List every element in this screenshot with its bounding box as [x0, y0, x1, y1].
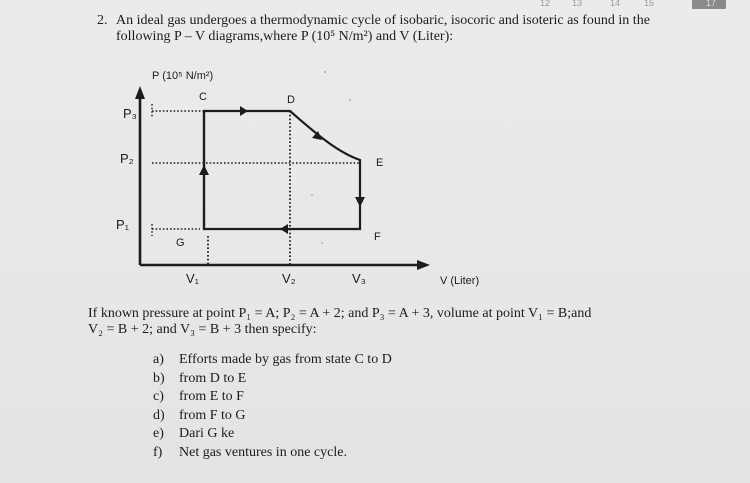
arrow-e-to-f-icon: [355, 197, 365, 207]
given-text-line1: If known pressure at point P₁ = A; P₂ = A + 2; and P₃ = A + 3, volume at point V₁ = B;and: [88, 306, 592, 321]
point-g-label: G: [176, 237, 185, 249]
item-text: Efforts made by gas from state C to D: [179, 352, 392, 367]
point-f-label: F: [374, 231, 381, 243]
p-axis-arrow-icon: [135, 86, 145, 99]
item-letter: d): [153, 407, 165, 423]
p3-label: P₃: [123, 106, 137, 121]
v-axis-label: V (Liter): [440, 275, 480, 287]
p1-label: P₁: [116, 217, 130, 232]
ruler-number: 15: [644, 0, 655, 8]
stray-mark: [311, 194, 312, 195]
list-item: [153, 388, 392, 407]
v3-label: V₃: [352, 271, 366, 286]
point-c-label: C: [199, 91, 207, 103]
question-number: 2.: [97, 13, 108, 28]
item-letter: c): [153, 389, 164, 405]
arrow-c-to-d-icon: [240, 106, 248, 116]
ruler-number: 14: [610, 0, 621, 8]
v-axis-arrow-icon: [417, 260, 430, 270]
stray-mark: [324, 71, 326, 73]
item-letter: a): [153, 352, 164, 367]
question-text-line1: An ideal gas undergoes a thermodynamic cycle of isobaric, isocoric and isoteric as found in the: [116, 13, 650, 28]
cycle-path: [204, 111, 360, 229]
item-letter: b): [153, 370, 165, 386]
point-d-label: D: [287, 94, 295, 106]
ruler-number: 12: [540, 0, 551, 8]
stray-mark: [349, 99, 351, 101]
list-item: [153, 351, 392, 370]
arrow-g-to-c-icon: [199, 165, 209, 175]
question-text-line2: following P – V diagrams,where P (10⁵ N/m²) and V (Liter):: [116, 29, 454, 44]
p2-label: P₂: [120, 151, 134, 166]
point-e-label: E: [376, 157, 384, 169]
arrow-f-to-g-icon: [280, 224, 288, 234]
p-axis-label: P (10⁵ N/m²): [152, 70, 214, 82]
item-text: from F to G: [179, 407, 246, 423]
list-item: [153, 444, 392, 463]
v1-label: V₁: [186, 271, 200, 286]
sub-question-list: [153, 351, 392, 463]
given-text-line2: V₂ = B + 2; and V₃ = B + 3 then specify:: [88, 322, 317, 337]
stray-mark: [321, 242, 322, 243]
list-item: [153, 407, 392, 426]
list-item: [153, 370, 392, 389]
item-text: from D to E: [179, 370, 247, 386]
item-text: from E to F: [179, 389, 244, 405]
ruler-number: 17: [706, 0, 717, 8]
item-letter: e): [153, 426, 164, 442]
list-item: [153, 425, 392, 444]
v2-label: V₂: [282, 271, 296, 286]
item-text: Net gas ventures in one cycle.: [179, 444, 347, 460]
item-text: Dari G ke: [179, 426, 235, 442]
ruler-number: 13: [572, 0, 583, 8]
item-letter: f): [153, 444, 163, 460]
